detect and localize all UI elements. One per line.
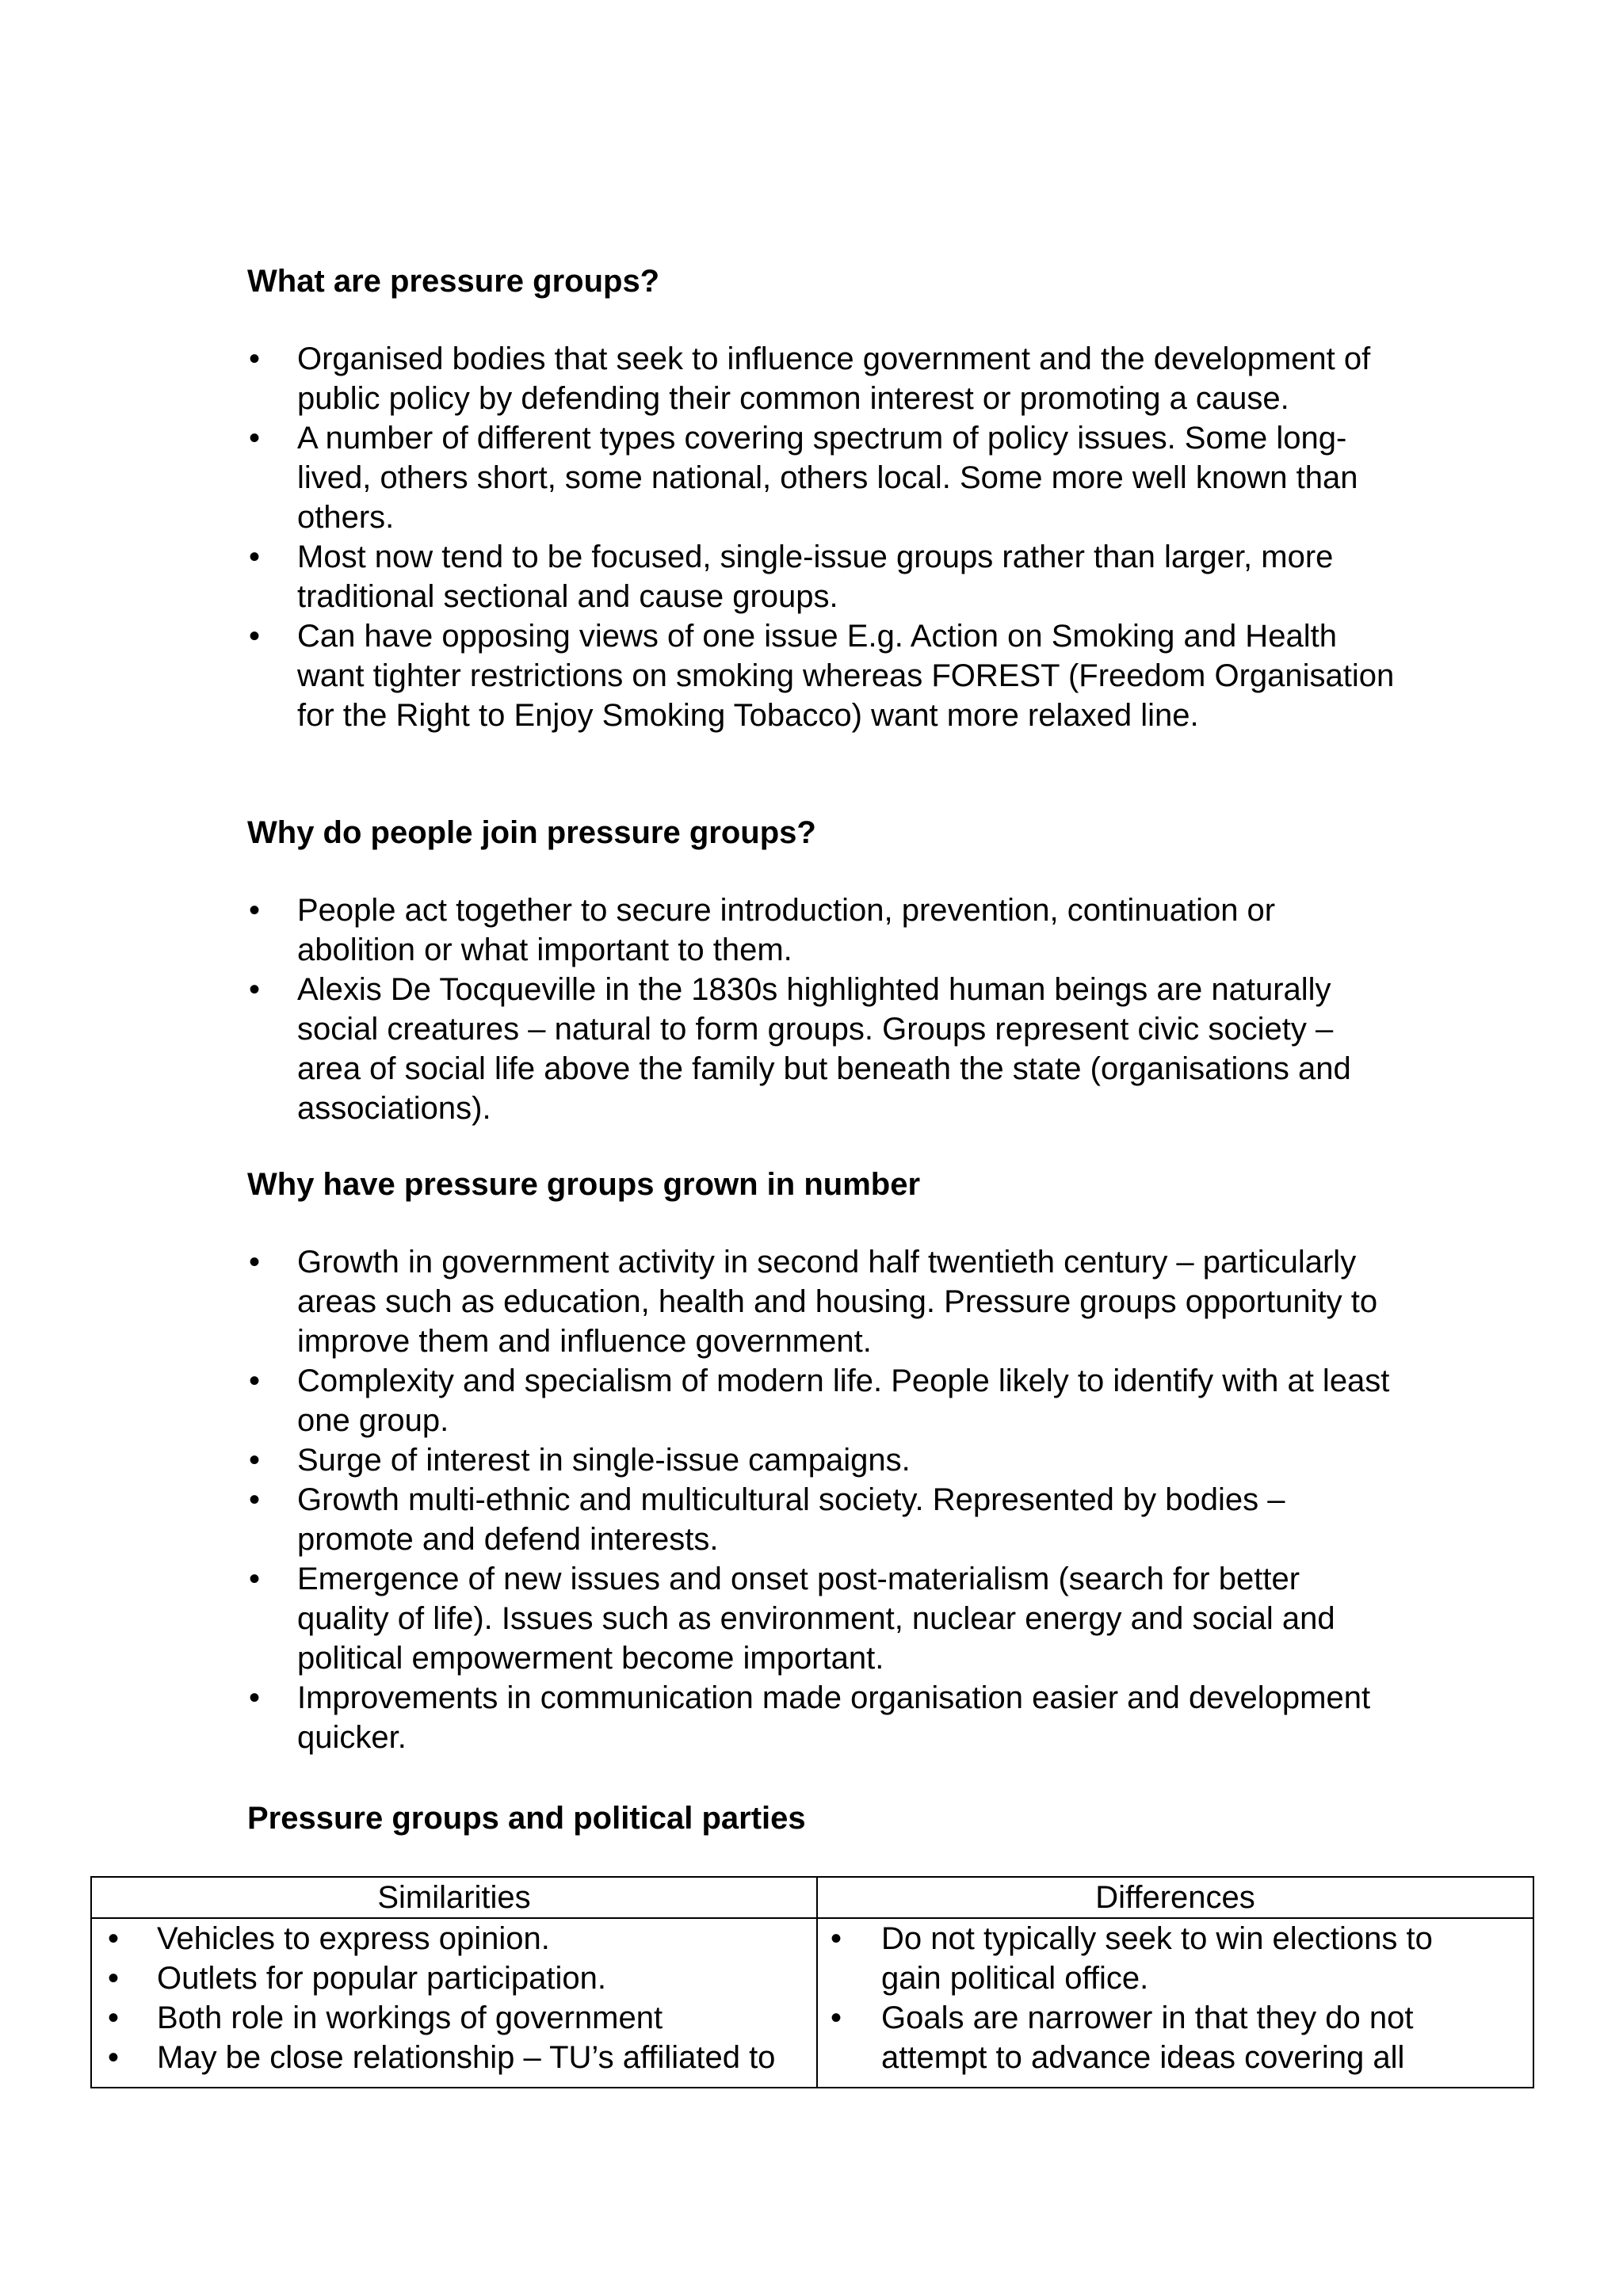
bullet-icon: • <box>249 1482 261 1517</box>
list-item <box>92 1998 816 2038</box>
list-item <box>247 1559 1396 1678</box>
list-item <box>818 1998 1533 2077</box>
differences-list <box>818 1919 1533 2077</box>
list-item-text: Vehicles to express opinion. <box>157 1921 550 1956</box>
bullet-icon: • <box>831 2000 842 2035</box>
list-item <box>247 1361 1396 1440</box>
list-item <box>247 616 1396 735</box>
section-heading-why-join: Why do people join pressure groups? <box>247 815 816 850</box>
table-row <box>91 1918 1533 2088</box>
list-item-text: Growth multi-ethnic and multicultural society. Represented by bodies – promote and defend interests. <box>297 1482 1285 1557</box>
list-item <box>247 1480 1396 1559</box>
differences-cell <box>817 1918 1533 2088</box>
table-header-row <box>91 1877 1533 1918</box>
list-item-text: Do not typically seek to win elections to gain political office. <box>881 1921 1433 1996</box>
bullet-icon: • <box>831 1921 842 1956</box>
list-item-text: Most now tend to be focused, single-issue groups rather than larger, more traditional sectional and cause groups. <box>297 540 1334 614</box>
list-item <box>247 970 1396 1128</box>
list-item <box>92 1958 816 1998</box>
list-item-text: May be close relationship – TU’s affiliated to <box>157 2040 776 2075</box>
list-item <box>92 2038 816 2077</box>
bullet-list-why-grown <box>247 1242 1396 1757</box>
bullet-icon: • <box>249 1363 261 1398</box>
bullet-icon: • <box>249 341 261 376</box>
list-item-text: A number of different types covering spectrum of policy issues. Some long-lived, others short, some national, others local. Some more well known than others. <box>297 421 1358 535</box>
comparison-table <box>90 1876 1534 2088</box>
list-item-text: Surge of interest in single-issue campaigns. <box>297 1443 911 1478</box>
list-item-text: Organised bodies that seek to influence government and the development of public policy by defending their common interest or promoting a cause. <box>297 341 1371 416</box>
bullet-icon: • <box>249 893 261 928</box>
list-item-text: Can have opposing views of one issue E.g. Action on Smoking and Health want tighter restrictions on smoking whereas FOREST (Freedom Organisation for the Right to Enjoy Smoking Tobacco) want more relaxed line. <box>297 619 1395 733</box>
bullet-icon: • <box>108 2000 120 2035</box>
list-item-text: Improvements in communication made organisation easier and development quicker. <box>297 1680 1371 1755</box>
bullet-list-what-are-pressure-groups <box>247 339 1396 735</box>
list-item <box>247 891 1396 970</box>
list-item-text: Complexity and specialism of modern life. People likely to identify with at least one group. <box>297 1363 1390 1438</box>
bullet-icon: • <box>249 421 261 456</box>
list-item-text: Outlets for popular participation. <box>157 1961 606 1996</box>
similarities-list <box>92 1919 816 2077</box>
bullet-icon: • <box>249 1443 261 1478</box>
column-header-differences: Differences <box>817 1877 1533 1918</box>
bullet-icon: • <box>249 540 261 574</box>
bullet-icon: • <box>108 1921 120 1956</box>
similarities-cell <box>91 1918 817 2088</box>
list-item <box>247 339 1396 418</box>
list-item <box>247 1678 1396 1757</box>
list-item <box>818 1919 1533 1998</box>
list-item-text: Both role in workings of government <box>157 2000 663 2035</box>
bullet-icon: • <box>249 972 261 1007</box>
list-item <box>247 1242 1396 1361</box>
list-item <box>92 1919 816 1958</box>
bullet-list-why-join <box>247 891 1396 1128</box>
section-heading-parties: Pressure groups and political parties <box>247 1801 806 1836</box>
bullet-icon: • <box>249 1245 261 1280</box>
list-item <box>247 418 1396 537</box>
bullet-icon: • <box>108 1961 120 1996</box>
bullet-icon: • <box>249 1562 261 1596</box>
list-item-text: Alexis De Tocqueville in the 1830s highlighted human beings are naturally social creatures – natural to form groups. Groups represent civic society – area of social life above the family but beneath the state (organisations and associations). <box>297 972 1351 1126</box>
list-item-text: People act together to secure introduction, prevention, continuation or abolition or what important to them. <box>297 893 1276 967</box>
column-header-similarities: Similarities <box>91 1877 817 1918</box>
section-heading-why-grown: Why have pressure groups grown in number <box>247 1167 921 1202</box>
bullet-icon: • <box>249 1680 261 1715</box>
list-item-text: Emergence of new issues and onset post-materialism (search for better quality of life). Issues such as environment, nuclear energy and social and political empowerment become important. <box>297 1562 1335 1676</box>
section-heading-what-are-pressure-groups: What are pressure groups? <box>247 264 660 299</box>
list-item <box>247 537 1396 616</box>
list-item-text: Goals are narrower in that they do not attempt to advance ideas covering all <box>881 2000 1414 2075</box>
list-item <box>247 1440 1396 1480</box>
list-item-text: Growth in government activity in second half twentieth century – particularly areas such as education, health and housing. Pressure groups opportunity to improve them and influence government. <box>297 1245 1378 1359</box>
bullet-icon: • <box>108 2040 120 2075</box>
bullet-icon: • <box>249 619 261 654</box>
